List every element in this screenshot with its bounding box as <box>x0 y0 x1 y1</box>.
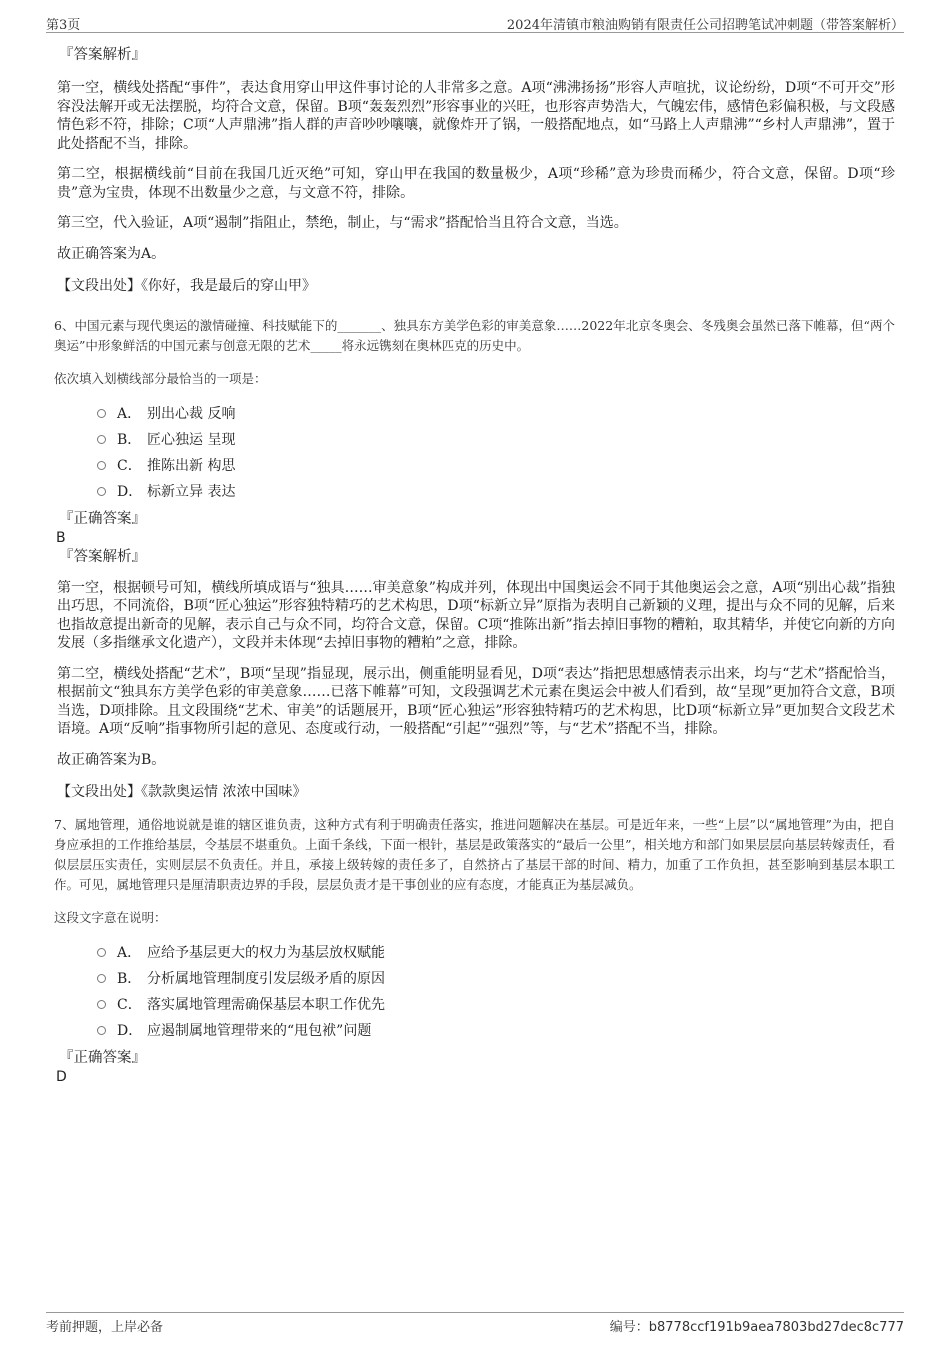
q6-answer: B <box>56 529 66 546</box>
document-id: 编号：b8778ccf191b9aea7803bd27dec8c777 <box>609 1320 904 1335</box>
radio-icon[interactable] <box>97 487 106 496</box>
option-text: 标新立异 表达 <box>147 483 236 500</box>
option-letter: C． <box>117 457 142 474</box>
option-letter: B． <box>117 431 142 448</box>
option-text: 落实属地管理需确保基层本职工作优先 <box>147 996 385 1013</box>
q7-answer: D <box>56 1068 67 1085</box>
q7-option-c[interactable] <box>57 992 895 1018</box>
option-text: 应遏制属地管理带来的“甩包袱”问题 <box>147 1022 372 1039</box>
option-letter: C． <box>117 996 142 1013</box>
document-title: 2024年清镇市粮油购销有限责任公司招聘笔试冲刺题（带答案解析） <box>506 18 904 33</box>
radio-icon[interactable] <box>97 409 106 418</box>
q6-stem: 6、中国元素与现代奥运的激情碰撞、科技赋能下的_______、独具东方美学色彩的审美意象……2022年北京冬奥会、冬残奥会虽然已落下帷幕，但“两个奥运”中形象鲜活的中国元素与创意无限的艺术_____将永远镌刻在奥林匹克的历史中。 <box>54 317 895 353</box>
option-letter: A． <box>117 944 142 961</box>
radio-icon[interactable] <box>97 1026 106 1035</box>
radio-icon[interactable] <box>97 974 106 983</box>
q7-options <box>57 940 895 1044</box>
q7-stem: 7、属地管理，通俗地说就是谁的辖区谁负责，这种方式有利于明确责任落实，推进问题解决在基层。可是近年来，一些“上层”以“属地管理”为由，把自身应承担的工作推给基层，令基层不堪重负。上面千条线，下面一根针，基层是政策落实的“最后一公里”，相关地方和部门如果层层向基层转嫁责任，看似层层压实责任，实则层层不负责任。并且，承接上级转嫁的责任多了，自然挤占了基层干部的时间、精力，加重了工作负担，甚至影响到基层本职工作。可见，属地管理只是厘清职责边界的手段，层层负责才是干事创业的应有态度，才能真正为基层减负。 <box>54 816 895 892</box>
q6-analysis-heading: 『答案解析』 <box>59 548 146 565</box>
page-footer <box>46 1312 904 1335</box>
q5-analysis-p3: 第三空，代入验证，A项“遏制”指阻止，禁绝，制止，与“需求”搭配恰当且符合文意，当选。 <box>57 215 628 231</box>
option-letter: D． <box>117 1022 143 1039</box>
q6-option-d[interactable] <box>57 479 895 505</box>
option-text: 匠心独运 呈现 <box>147 431 236 448</box>
option-letter: A． <box>117 405 142 422</box>
option-letter: B． <box>117 970 142 987</box>
radio-icon[interactable] <box>97 948 106 957</box>
q7-option-a[interactable] <box>57 940 895 966</box>
q5-source: 【文段出处】《你好，我是最后的穿山甲》 <box>57 278 316 294</box>
q6-option-b[interactable] <box>57 427 895 453</box>
radio-icon[interactable] <box>97 461 106 470</box>
q7-option-b[interactable] <box>57 966 895 992</box>
q7-prompt: 这段文字意在说明： <box>54 909 167 925</box>
q6-analysis-p1: 第一空，根据顿号可知，横线所填成语与“独具……审美意象”构成并列，体现出中国奥运会不同于其他奥运会之意，A项“别出心裁”指独出巧思，不同流俗，B项“匠心独运”形容独特精巧的艺术构思，D项“标新立异”原指为表明自己新颖的义理，提出与众不同的见解，后来也指故意提出新奇的见解，表示自己与众不同，均符合文意，保留。C项“推陈出新”指去掉旧事物的糟粕，取其精华，并使它向新的方向发展（多指继承文化遗产），文段并未体现“去掉旧事物的糟粕”之意，排除。 <box>57 579 895 651</box>
page-header <box>46 10 904 33</box>
option-letter: D． <box>117 483 143 500</box>
q6-options <box>57 401 895 505</box>
radio-icon[interactable] <box>97 1000 106 1009</box>
footer-slogan: 考前押题，上岸必备 <box>46 1320 164 1335</box>
q7-option-d[interactable] <box>57 1018 895 1044</box>
option-text: 推陈出新 构思 <box>147 457 236 474</box>
page-number: 第3页 <box>46 18 81 33</box>
q6-source: 【文段出处】《款款奥运情 浓浓中国味》 <box>57 784 307 800</box>
q6-option-a[interactable] <box>57 401 895 427</box>
q6-option-c[interactable] <box>57 453 895 479</box>
q6-conclusion: 故正确答案为B。 <box>57 751 166 768</box>
q7-answer-heading: 『正确答案』 <box>59 1049 146 1066</box>
option-text: 分析属地管理制度引发层级矛盾的原因 <box>147 970 385 987</box>
q6-prompt: 依次填入划横线部分最恰当的一项是： <box>54 370 267 386</box>
q6-answer-heading: 『正确答案』 <box>59 510 146 527</box>
radio-icon[interactable] <box>97 435 106 444</box>
page-content <box>54 46 895 1086</box>
q5-analysis-p2: 第二空，根据横线前“目前在我国几近灭绝”可知，穿山甲在我国的数量极少，A项“珍稀”意为珍贵而稀少，符合文意，保留。D项“珍贵”意为宝贵，体现不出数量少之意，与文意不符，排除。 <box>57 166 895 201</box>
option-text: 别出心裁 反响 <box>147 405 236 422</box>
q5-analysis-p1: 第一空，横线处搭配“事件”，表达食用穿山甲这件事讨论的人非常多之意。A项“沸沸扬扬”形容人声喧扰，议论纷纷，D项“不可开交”形容没法解开或无法摆脱，均符合文意，保留。B项“轰轰烈烈”形容事业的兴旺，也形容声势浩大，气魄宏伟，感情色彩偏积极，与文段感情色彩不符，排除；C项“人声鼎沸”指人群的声音吵吵嚷嚷，就像炸开了锅，一般搭配地点，如“马路上人声鼎沸”“乡村人声鼎沸”，置于此处搭配不当，排除。 <box>57 80 895 152</box>
q5-conclusion: 故正确答案为A。 <box>57 245 166 262</box>
q6-analysis-p2: 第二空，横线处搭配“艺术”，B项“呈现”指显现，展示出，侧重能明显看见，D项“表达”指把思想感情表示出来，均与“艺术”搭配恰当，根据前文“独具东方美学色彩的审美意象……已落下帷幕”可知，文段强调艺术元素在奥运会中被人们看到，故“呈现”更加符合文意，B项当选，D项排除。且文段围绕“艺术、审美”的话题展开，B项“匠心独运”形容独特精巧的艺术构思，比D项“标新立异”更加契合文段艺术语境。A项“反响”指事物所引起的意见、态度或行动，一般搭配“引起”“强烈”等，与“艺术”搭配不当，排除。 <box>57 665 895 737</box>
q5-analysis-heading: 『答案解析』 <box>59 47 146 63</box>
option-text: 应给予基层更大的权力为基层放权赋能 <box>147 944 385 961</box>
